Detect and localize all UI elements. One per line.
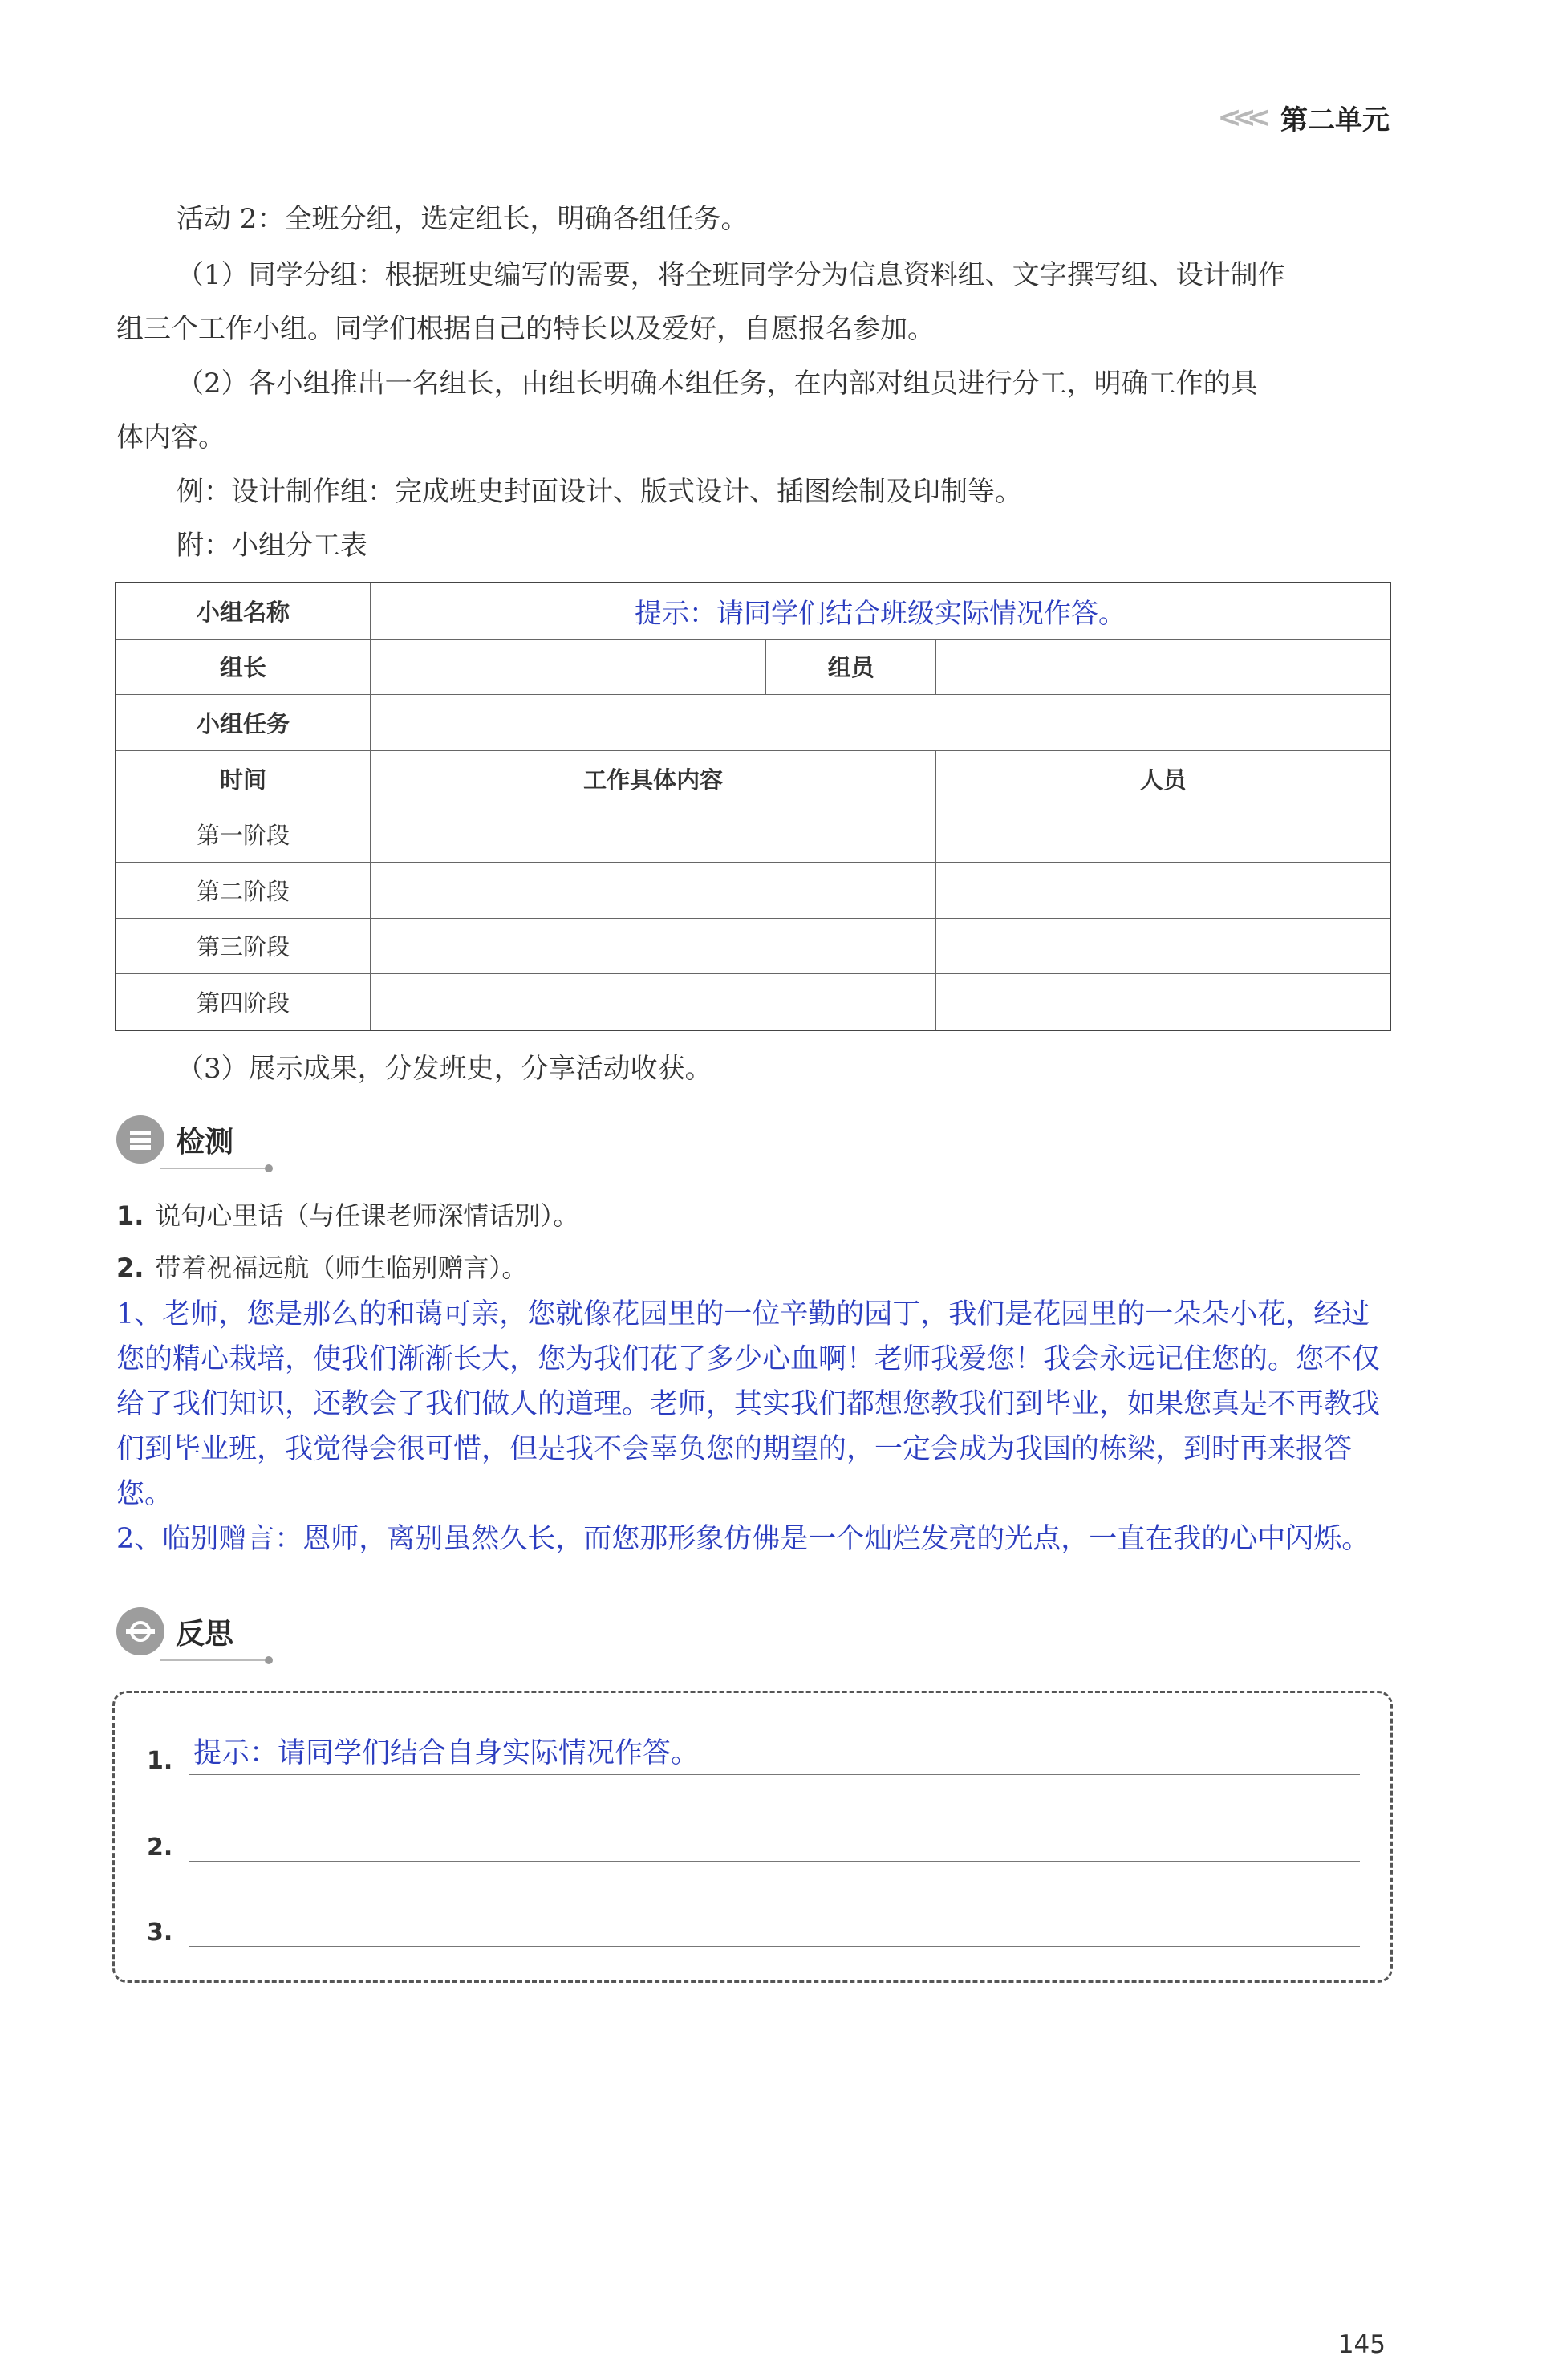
question-2 bbox=[116, 1248, 527, 1285]
task-cell[interactable] bbox=[371, 695, 1390, 751]
time-header: 时间 bbox=[116, 750, 371, 806]
page-number: 145 bbox=[1337, 2330, 1386, 2359]
leader-label: 组长 bbox=[116, 639, 371, 695]
table-row bbox=[116, 695, 1390, 751]
answer-paragraph-2: 2、临别赠言：恩师，离别虽然久长，而您那形象仿佛是一个灿烂发亮的光点，一直在我的心中闪烁。 bbox=[116, 1523, 1370, 1555]
step3-line: （3）展示成果，分发班史，分享活动收获。 bbox=[177, 1053, 712, 1085]
answer-paragraph-1: 1、老师，您是那么的和蔼可亲，您就像花园里的一位辛勤的园丁，我们是花园里的一朵朵小花，经过您的精心栽培，使我们渐渐长大，您为我们花了多少心血啊！老师我爱您！我会永远记住您的。您不仅给了我们知识，还教会了我们做人的道理。老师，其实我们都想您教我们到毕业，如果您真是不再教我们到毕业班，我觉得会很可惜，但是我不会辜负您的期望的，一定会成为我国的栋梁，到时再来报答您。 bbox=[116, 1298, 1381, 1510]
activity-title: 活动 2：全班分组，选定组长，明确各组任务。 bbox=[177, 203, 749, 235]
stage-content-cell[interactable] bbox=[371, 974, 936, 1030]
question-1-number: 1. bbox=[116, 1200, 144, 1231]
step2-line2: 体内容。 bbox=[116, 421, 225, 453]
content-header: 工作具体内容 bbox=[371, 750, 936, 806]
stage-content-cell[interactable] bbox=[371, 863, 936, 919]
step1-line1: （1）同学分组：根据班史编写的需要，将全班同学分为信息资料组、文字撰写组、设计制作 bbox=[177, 259, 1285, 291]
section-divider bbox=[160, 1168, 265, 1169]
question-2-number: 2. bbox=[116, 1253, 144, 1283]
handwritten-answer bbox=[116, 1292, 1397, 1562]
reflect-icon bbox=[116, 1607, 164, 1655]
section-divider-dot bbox=[265, 1656, 273, 1664]
table-row bbox=[116, 583, 1390, 639]
chevrons-icon: <<< bbox=[1217, 101, 1261, 134]
reflection-row bbox=[147, 1899, 1360, 1947]
appendix-label: 附：小组分工表 bbox=[177, 530, 367, 562]
reflection-number: 2. bbox=[147, 1834, 173, 1862]
unit-title: 第二单元 bbox=[1280, 104, 1390, 136]
stage-people-cell[interactable] bbox=[936, 806, 1390, 863]
group-division-table bbox=[115, 582, 1391, 1031]
section-divider bbox=[160, 1659, 265, 1661]
task-label: 小组任务 bbox=[116, 695, 371, 751]
section-divider-dot bbox=[265, 1164, 273, 1172]
book-icon bbox=[116, 1115, 164, 1164]
step2-line1: （2）各小组推出一名组长，由组长明确本组任务，在内部对组员进行分工，明确工作的具 bbox=[177, 368, 1258, 400]
stage-content-cell[interactable] bbox=[371, 806, 936, 863]
reflection-row bbox=[147, 1813, 1360, 1862]
reflection-row bbox=[147, 1727, 1360, 1775]
stage-people-cell[interactable] bbox=[936, 974, 1390, 1030]
detect-section-title bbox=[116, 1115, 233, 1164]
question-2-text: 带着祝福远航（师生临别赠言）。 bbox=[155, 1253, 528, 1283]
reflection-number: 3. bbox=[147, 1919, 173, 1947]
stage-label: 第三阶段 bbox=[116, 918, 371, 974]
reflection-line[interactable] bbox=[189, 1822, 1360, 1862]
people-header: 人员 bbox=[936, 750, 1390, 806]
reflection-line[interactable] bbox=[189, 1907, 1360, 1947]
question-1 bbox=[116, 1196, 578, 1233]
member-cell[interactable] bbox=[936, 639, 1390, 695]
group-name-cell[interactable] bbox=[371, 583, 1390, 639]
reflection-box bbox=[112, 1691, 1393, 1983]
unit-header bbox=[1218, 98, 1390, 137]
stage-label: 第二阶段 bbox=[116, 863, 371, 919]
stage-people-cell[interactable] bbox=[936, 918, 1390, 974]
question-1-text: 说句心里话（与任课老师深情话别）。 bbox=[155, 1200, 579, 1231]
step1-line2: 组三个工作小组。同学们根据自己的特长以及爱好，自愿报名参加。 bbox=[116, 313, 935, 345]
stage-label: 第一阶段 bbox=[116, 806, 371, 863]
table-row bbox=[116, 918, 1390, 974]
table-row bbox=[116, 863, 1390, 919]
group-name-hint: 提示：请同学们结合班级实际情况作答。 bbox=[635, 597, 1126, 630]
reflection-line[interactable]: 提示：请同学们结合自身实际情况作答。 bbox=[189, 1736, 1360, 1775]
stage-label: 第四阶段 bbox=[116, 974, 371, 1030]
stage-content-cell[interactable] bbox=[371, 918, 936, 974]
group-name-label: 小组名称 bbox=[116, 583, 371, 639]
table-row bbox=[116, 750, 1390, 806]
reflect-section-title bbox=[116, 1607, 233, 1655]
reflection-number: 1. bbox=[147, 1747, 173, 1775]
member-label: 组员 bbox=[766, 639, 936, 695]
reflect-title: 反思 bbox=[176, 1617, 234, 1651]
table-row bbox=[116, 639, 1390, 695]
leader-cell[interactable] bbox=[371, 639, 766, 695]
detect-title: 检测 bbox=[176, 1125, 234, 1159]
table-row bbox=[116, 806, 1390, 863]
table-row bbox=[116, 974, 1390, 1030]
example-line: 例：设计制作组：完成班史封面设计、版式设计、插图绘制及印制等。 bbox=[177, 476, 1022, 508]
stage-people-cell[interactable] bbox=[936, 863, 1390, 919]
